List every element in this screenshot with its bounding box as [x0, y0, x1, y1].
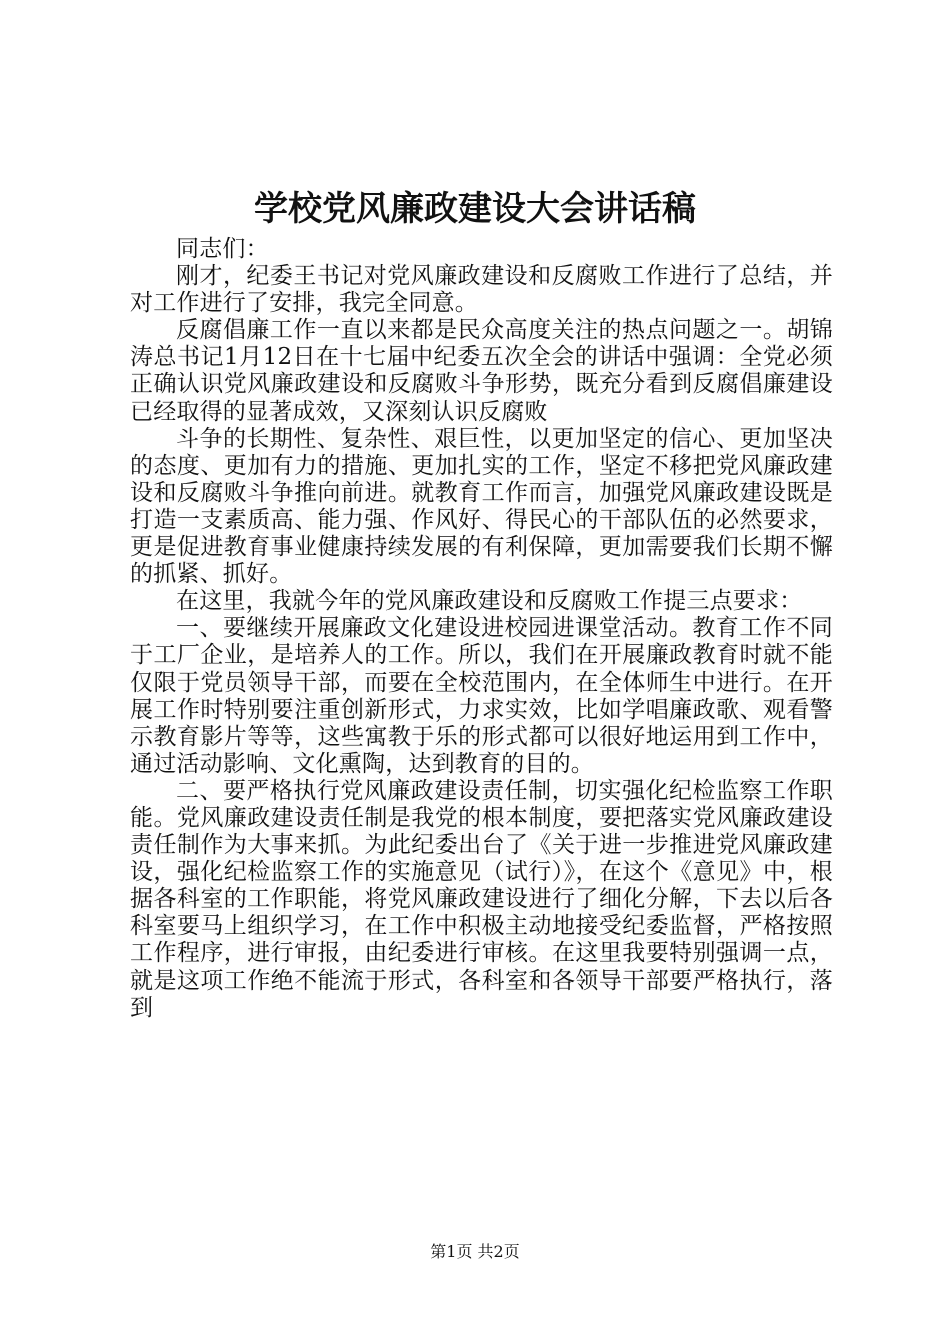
paragraph-6: 二、要严格执行党风廉政建设责任制，切实强化纪检监察工作职能。党风廉政建设责任制是我党的根本制度，要把落实党风廉政建设责任制作为大事来抓。为此纪委出台了《关于进一步推进党风廉政建设，强化纪检监察工作的实施意见（试行）》，在这个《意见》中，根据各科室的工作职能，将党风廉政建设进行了细化分解，下去以后各科室要马上组织学习，在工作中积极主动地接受纪委监督，严格按照工作程序，进行审报，由纪委进行审核。在这里我要特别强调一点，就是这项工作绝不能流于形式，各科室和各领导干部要严格执行，落到: [130, 777, 833, 1021]
paragraph-3: 斗争的长期性、复杂性、艰巨性，以更加坚定的信心、更加坚决的态度、更加有力的措施、更加扎实的工作，坚定不移把党风廉政建设和反腐败斗争推向前进。就教育工作而言，加强党风廉政建设既是打造一支素质高、能力强、作风好、得民心的干部队伍的必然要求，更是促进教育事业健康持续发展的有利保障，更加需要我们长期不懈的抓紧、抓好。: [130, 425, 833, 588]
paragraph-5: 一、要继续开展廉政文化建设进校园进课堂活动。教育工作不同于工厂企业，是培养人的工作。所以，我们在开展廉政教育时就不能仅限于党员领导干部，而要在全校范围内，在全体师生中进行。在开展工作时特别要注重创新形式，力求实效，比如学唱廉政歌、观看警示教育影片等等，这些寓教于乐的形式都可以很好地运用到工作中，通过活动影响、文化熏陶，达到教育的目的。: [130, 615, 833, 777]
document-body: [130, 236, 833, 1022]
paragraph-4: 在这里，我就今年的党风廉政建设和反腐败工作提三点要求：: [176, 588, 803, 615]
page-number-footer: 第1页 共2页: [430, 1242, 520, 1261]
paragraph-1: 刚才，纪委王书记对党风廉政建设和反腐败工作进行了总结，并对工作进行了安排，我完全同意。: [130, 263, 833, 317]
document-title: 学校党风廉政建设大会讲话稿: [254, 189, 696, 229]
paragraph-2: 反腐倡廉工作一直以来都是民众高度关注的热点问题之一。胡锦涛总书记1月12日在十七届中纪委五次全会的讲话中强调：全党必须正确认识党风廉政建设和反腐败斗争形势，既充分看到反腐倡廉建设已经取得的显著成效，又深刻认识反腐败: [130, 317, 833, 425]
paragraph-salutation: 同志们：: [176, 236, 269, 262]
